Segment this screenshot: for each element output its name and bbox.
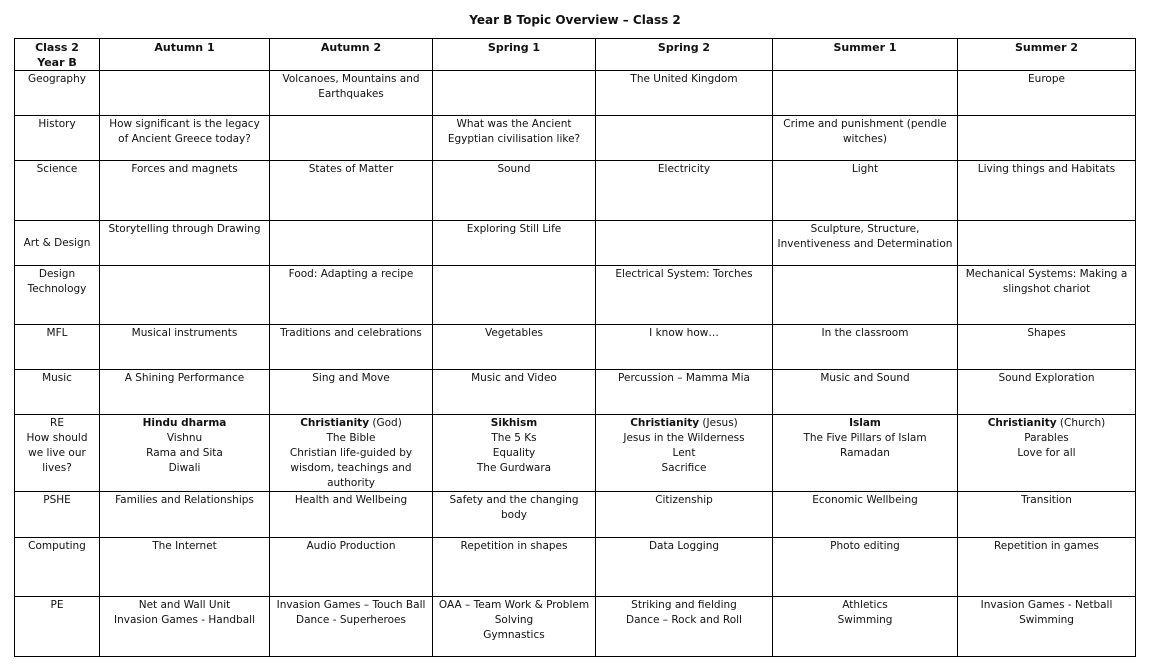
re-heading <box>103 416 266 431</box>
topic-cell <box>100 71 270 116</box>
topic-text: Percussion – Mamma Mia <box>618 372 750 384</box>
topic-cell <box>596 266 773 325</box>
topic-cell <box>596 161 773 221</box>
topic-text: Storytelling through Drawing <box>108 223 261 235</box>
topic-cell <box>433 325 596 370</box>
topic-cell <box>270 538 433 597</box>
topic-text: Citizenship <box>655 494 713 506</box>
row-label-cell <box>15 415 100 492</box>
topic-text: Audio Production <box>306 540 396 552</box>
topic-cell <box>100 161 270 221</box>
corner-line: Year B <box>37 56 77 69</box>
topic-text: Dance – Rock and Roll <box>626 614 742 626</box>
topic-text: Athletics <box>842 599 888 611</box>
topic-cell <box>433 415 596 492</box>
row-label: How should we live our lives? <box>26 432 88 474</box>
topic-text: Living things and Habitats <box>977 163 1116 175</box>
topic-text: The Internet <box>152 540 217 552</box>
topic-cell <box>773 161 958 221</box>
topic-text: Safety and the changing body <box>449 494 579 521</box>
topic-cell <box>958 325 1136 370</box>
topic-cell <box>270 116 433 161</box>
topic-text: Swimming <box>837 614 893 626</box>
topic-cell <box>958 370 1136 415</box>
topic-text: Dance - Superheroes <box>295 614 406 626</box>
topic-cell <box>433 221 596 266</box>
topic-cell <box>596 116 773 161</box>
topic-text: Repetition in games <box>993 540 1100 552</box>
re-topic: Diwali <box>168 462 201 474</box>
topic-cell <box>773 116 958 161</box>
topic-cell <box>958 597 1136 657</box>
table-row <box>15 325 1136 370</box>
topic-cell <box>773 538 958 597</box>
topic-text: Electricity <box>657 163 711 175</box>
topic-cell <box>433 538 596 597</box>
topic-cell <box>100 538 270 597</box>
re-topic: Sacrifice <box>661 462 707 474</box>
topic-text: Net and Wall Unit <box>138 599 231 611</box>
topic-cell <box>958 71 1136 116</box>
row-label-cell <box>15 597 100 657</box>
topic-text: Exploring Still Life <box>466 223 562 235</box>
re-topic: The Gurdwara <box>476 462 552 474</box>
row-label: PE <box>50 599 64 611</box>
re-topic: Lent <box>672 447 696 459</box>
topic-text: Invasion Games - Handball <box>114 614 255 626</box>
table-row <box>15 370 1136 415</box>
topic-cell <box>270 492 433 538</box>
re-heading <box>599 416 769 431</box>
term-header: Spring 2 <box>596 39 773 71</box>
topic-cell <box>433 597 596 657</box>
topic-text: OAA – Team Work & Problem Solving <box>438 599 590 626</box>
topic-cell <box>270 71 433 116</box>
topic-text: Musical instruments <box>131 327 238 339</box>
topic-text: Sculpture, Structure, Inventiveness and Determination <box>777 223 953 250</box>
re-focus: (Jesus) <box>699 417 738 429</box>
row-label: RE <box>50 417 64 429</box>
re-topic: Ramadan <box>840 447 890 459</box>
topic-text: Sound <box>497 163 531 175</box>
re-religion: Christianity <box>300 417 370 429</box>
topic-overview-table <box>14 38 1136 657</box>
re-religion: Islam <box>849 417 881 429</box>
topic-cell <box>773 221 958 266</box>
row-label-cell <box>15 161 100 221</box>
topic-cell <box>958 221 1136 266</box>
re-focus: (God) <box>369 417 402 429</box>
topic-cell <box>100 325 270 370</box>
topic-cell <box>433 116 596 161</box>
term-header: Summer 2 <box>958 39 1136 71</box>
topic-cell <box>270 415 433 492</box>
row-label: Computing <box>28 540 86 552</box>
re-heading <box>273 416 429 431</box>
re-topic: Love for all <box>1017 447 1076 459</box>
topic-cell <box>100 221 270 266</box>
term-header: Summer 1 <box>773 39 958 71</box>
row-label-cell <box>15 116 100 161</box>
topic-cell <box>270 161 433 221</box>
topic-text: Forces and magnets <box>131 163 238 175</box>
topic-text: Repetition in shapes <box>460 540 568 552</box>
topic-cell <box>100 266 270 325</box>
topic-cell <box>270 597 433 657</box>
topic-text: Music and Sound <box>820 372 910 384</box>
re-topic: Rama and Sita <box>146 447 223 459</box>
row-label: History <box>38 118 76 130</box>
row-label-cell <box>15 538 100 597</box>
topic-text: Photo editing <box>830 540 900 552</box>
row-label: Art & Design <box>23 237 91 249</box>
topic-cell <box>433 71 596 116</box>
table-row <box>15 71 1136 116</box>
re-religion: Christianity <box>987 417 1057 429</box>
topic-text: Invasion Games - Netball <box>980 599 1113 611</box>
re-heading <box>961 416 1132 431</box>
re-topic: The Five Pillars of Islam <box>803 432 927 444</box>
topic-cell <box>270 266 433 325</box>
topic-text: Data Logging <box>648 540 720 552</box>
table-row <box>15 116 1136 161</box>
topic-cell <box>100 116 270 161</box>
topic-text: Swimming <box>1019 614 1074 626</box>
topic-cell <box>100 597 270 657</box>
topic-cell <box>596 597 773 657</box>
re-heading <box>436 416 592 431</box>
topic-cell <box>596 538 773 597</box>
topic-text: Sound Exploration <box>998 372 1095 384</box>
topic-text: In the classroom <box>821 327 909 339</box>
re-heading <box>776 416 954 431</box>
row-label: Science <box>36 163 78 175</box>
row-label-cell <box>15 492 100 538</box>
re-religion: Hindu dharma <box>142 417 227 429</box>
topic-cell <box>773 325 958 370</box>
row-label: MFL <box>46 327 68 339</box>
topic-text: Health and Wellbeing <box>294 494 408 506</box>
topic-cell <box>433 492 596 538</box>
topic-cell <box>270 370 433 415</box>
table-row <box>15 597 1136 657</box>
topic-cell <box>958 266 1136 325</box>
topic-text: Mechanical Systems: Making a slingshot chariot <box>965 268 1128 295</box>
topic-text: Economic Wellbeing <box>812 494 918 506</box>
row-label-cell <box>15 266 100 325</box>
topic-cell <box>773 370 958 415</box>
topic-text: Light <box>851 163 879 175</box>
topic-text: Transition <box>1021 494 1072 506</box>
topic-text: Gymnastics <box>483 629 545 641</box>
topic-cell <box>773 71 958 116</box>
re-religion: Christianity <box>630 417 700 429</box>
topic-text: Europe <box>1028 73 1065 85</box>
re-topic: Equality <box>492 447 536 459</box>
topic-text: What was the Ancient Egyptian civilisation like? <box>447 118 581 145</box>
topic-cell <box>596 415 773 492</box>
topic-cell <box>958 538 1136 597</box>
topic-text: Food: Adapting a recipe <box>288 268 414 280</box>
row-label-cell <box>15 71 100 116</box>
topic-cell <box>270 221 433 266</box>
table-row <box>15 266 1136 325</box>
topic-text: How significant is the legacy of Ancient Greece today? <box>109 118 260 145</box>
topic-cell <box>270 325 433 370</box>
table-row <box>15 538 1136 597</box>
topic-text: Music and Video <box>471 372 557 384</box>
re-religion: Sikhism <box>490 417 538 429</box>
row-label-cell <box>15 325 100 370</box>
page-title: Year B Topic Overview – Class 2 <box>469 13 681 27</box>
row-label: Design Technology <box>27 268 87 295</box>
topic-cell <box>433 161 596 221</box>
topic-text: I know how… <box>649 327 719 339</box>
re-topic: Jesus in the Wilderness <box>623 432 745 444</box>
topic-cell <box>773 266 958 325</box>
topic-cell <box>958 415 1136 492</box>
topic-text: Sing and Move <box>312 372 390 384</box>
topic-text: Volcanoes, Mountains and Earthquakes <box>282 73 420 100</box>
topic-cell <box>596 492 773 538</box>
topic-text: Traditions and celebrations <box>280 327 422 339</box>
term-header: Autumn 1 <box>100 39 270 71</box>
topic-text: Families and Relationships <box>115 494 254 506</box>
topic-text: Crime and punishment (pendle witches) <box>783 118 947 145</box>
re-topic: Parables <box>1024 432 1069 444</box>
re-topic: Christian life-guided by wisdom, teachings and authority <box>289 447 413 489</box>
topic-cell <box>433 370 596 415</box>
topic-cell <box>100 370 270 415</box>
topic-cell <box>773 492 958 538</box>
topic-cell <box>773 597 958 657</box>
re-topic: Vishnu <box>166 432 203 444</box>
table-row <box>15 221 1136 266</box>
table-row <box>15 415 1136 492</box>
corner-line: Class 2 <box>35 41 79 54</box>
topic-cell <box>433 266 596 325</box>
topic-text: Striking and fielding <box>631 599 737 611</box>
topic-cell <box>100 492 270 538</box>
topic-cell <box>596 221 773 266</box>
re-topic: The Bible <box>326 432 376 444</box>
term-header: Autumn 2 <box>270 39 433 71</box>
table-row <box>15 161 1136 221</box>
table-row <box>15 492 1136 538</box>
topic-text: Shapes <box>1027 327 1066 339</box>
corner-header <box>15 39 100 71</box>
topic-text: Vegetables <box>484 327 544 339</box>
topic-cell <box>958 116 1136 161</box>
topic-cell <box>596 370 773 415</box>
topic-text: Invasion Games – Touch Ball <box>276 599 426 611</box>
topic-cell <box>596 71 773 116</box>
re-focus: (Church) <box>1056 417 1106 429</box>
header-row <box>15 39 1136 71</box>
topic-cell <box>958 492 1136 538</box>
row-label: Music <box>42 372 72 384</box>
term-header: Spring 1 <box>433 39 596 71</box>
row-label-cell <box>15 370 100 415</box>
topic-cell <box>773 415 958 492</box>
topic-cell <box>958 161 1136 221</box>
topic-cell <box>100 415 270 492</box>
topic-text: The United Kingdom <box>630 73 738 85</box>
topic-cell <box>596 325 773 370</box>
topic-text: A Shining Performance <box>124 372 245 384</box>
topic-text: Electrical System: Torches <box>615 268 753 280</box>
topic-text: States of Matter <box>308 163 394 175</box>
row-label: Geography <box>28 73 86 85</box>
row-label: PSHE <box>43 494 71 506</box>
re-topic: The 5 Ks <box>491 432 537 444</box>
row-label-cell <box>15 221 100 266</box>
